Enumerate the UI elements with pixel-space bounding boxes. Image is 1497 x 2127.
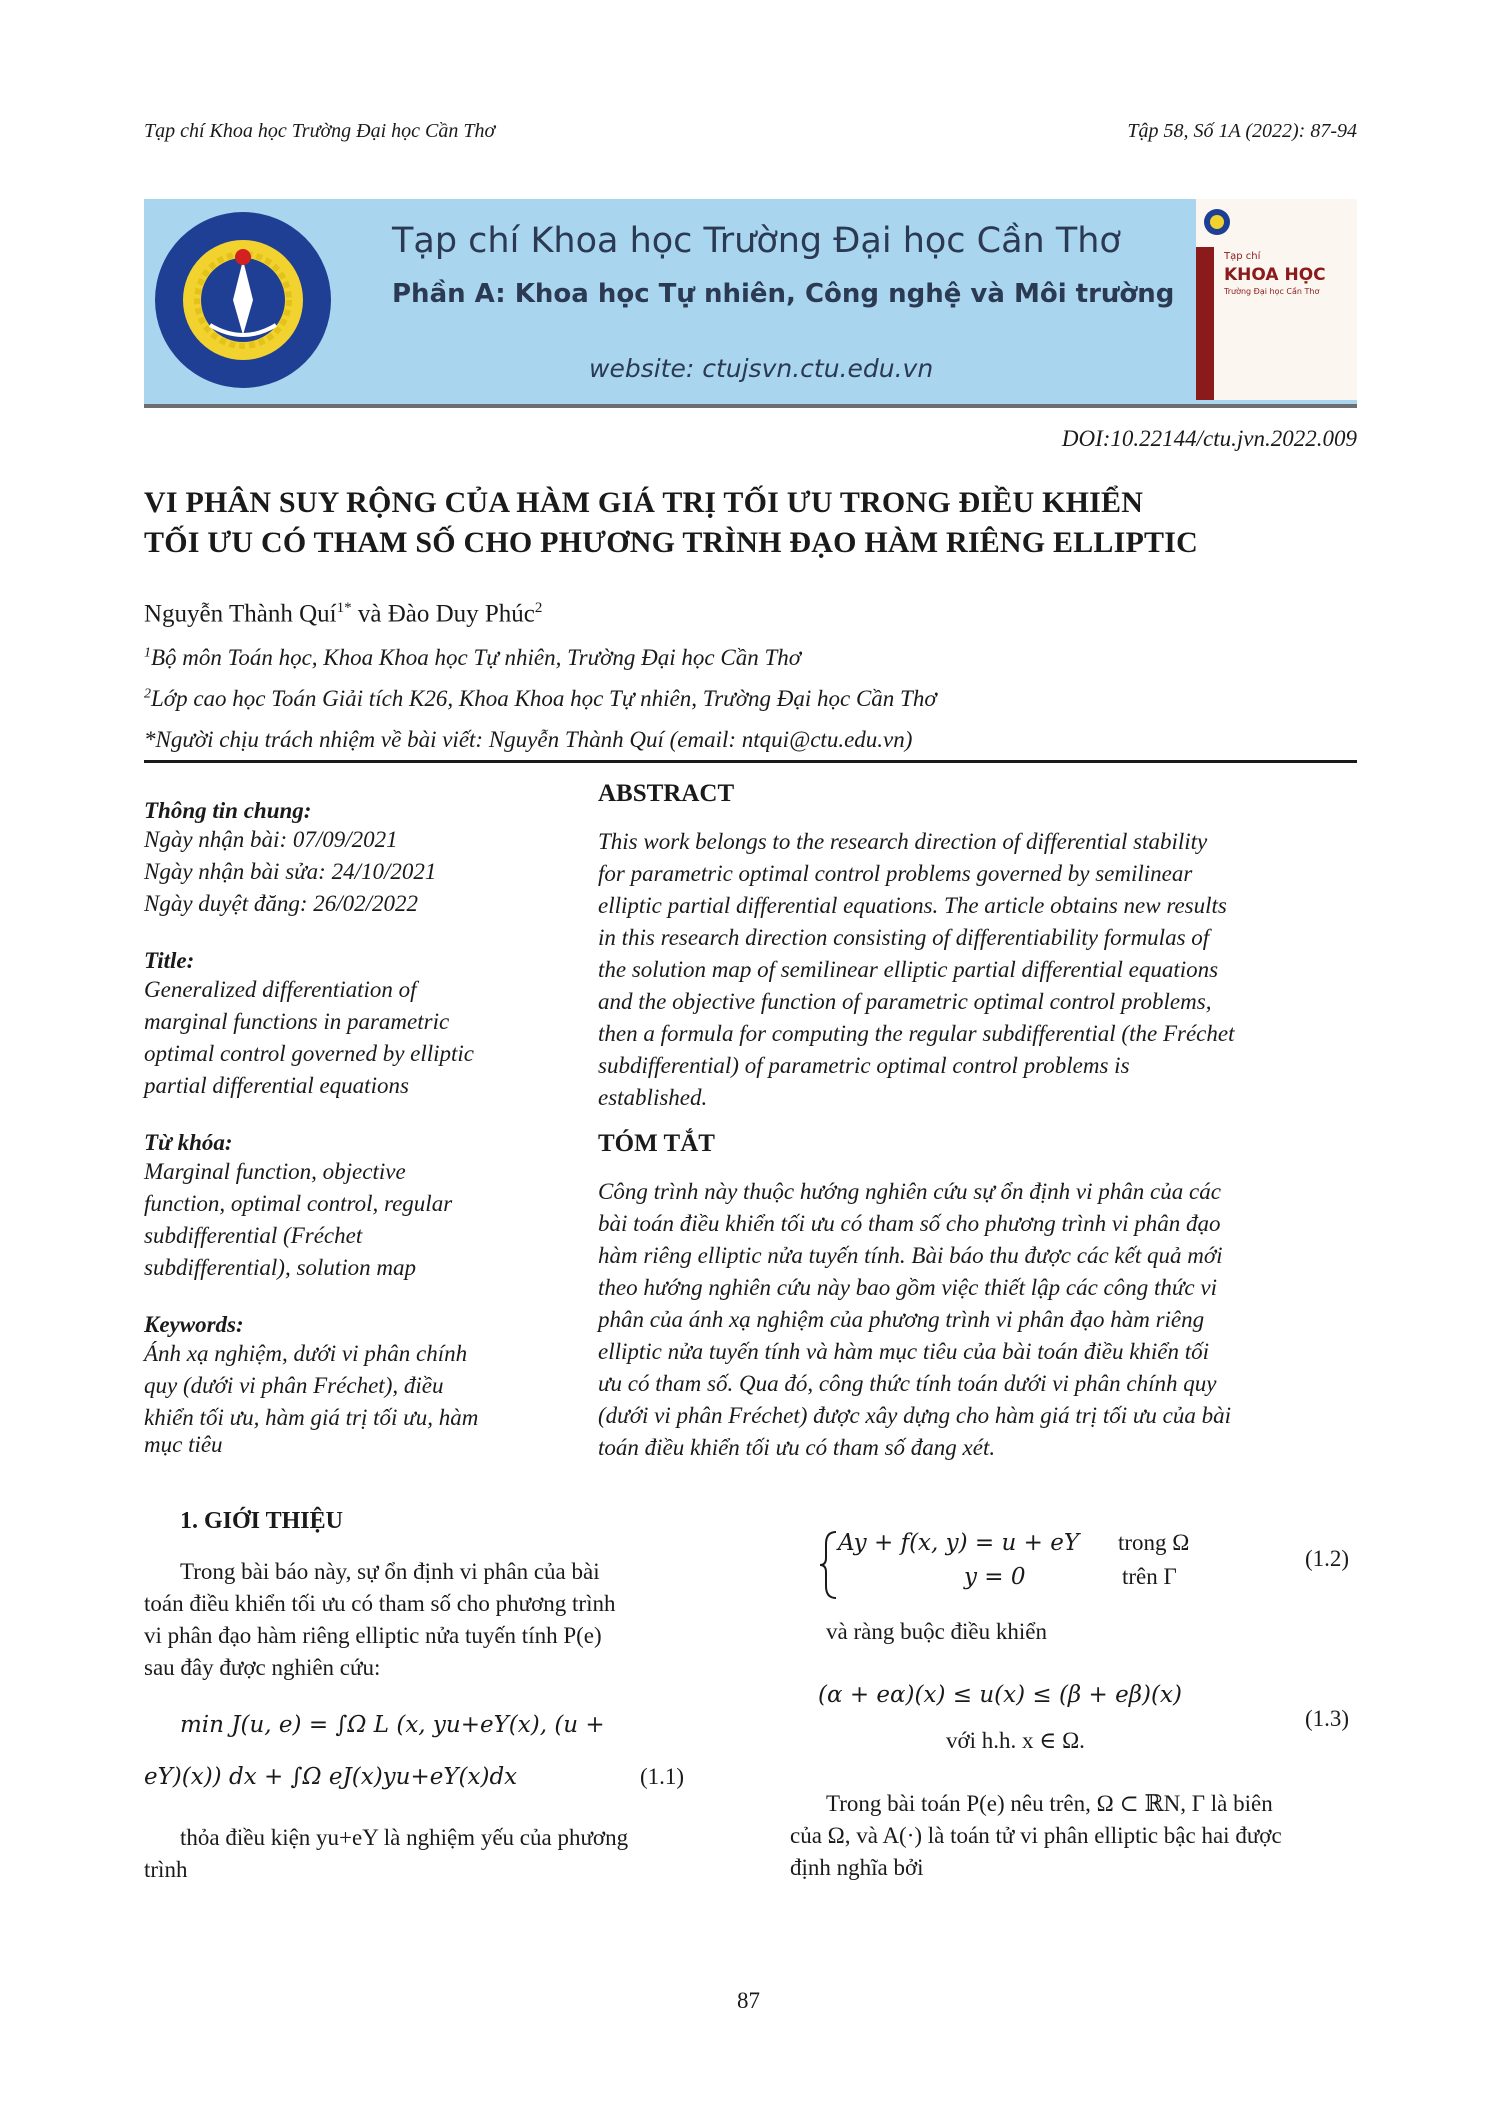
tomtat-line: toán điều khiển tối ưu có tham số đang xét. bbox=[598, 1435, 996, 1460]
abstract-line: This work belongs to the research direction of differential stability bbox=[598, 829, 1208, 854]
equation-1-1-number: (1.1) bbox=[640, 1764, 685, 1789]
banner-website: website: ctujsvn.ctu.edu.vn bbox=[589, 354, 934, 383]
equation-1-2-line-2: y = 0 bbox=[964, 1564, 1026, 1590]
cover-red-bar bbox=[1196, 247, 1214, 400]
cover-subtitle: Trường Đại học Cần Thơ bbox=[1224, 287, 1320, 296]
tomtat-line: theo hướng nghiên cứu này bao gồm việc thiết lập các công thức vi bbox=[598, 1275, 1217, 1300]
journal-cover-thumbnail bbox=[1196, 199, 1357, 400]
abstract-line: subdifferential) of parametric optimal control problems is bbox=[598, 1053, 1130, 1078]
issue-running-header: Tập 58, Số 1A (2022): 87-94 bbox=[1127, 120, 1357, 142]
affiliation-2: $^2$Lớp cao học Toán Giải tích K26, Khoa Khoa học Tự nhiên, Trường Đại học Cần Thơ bbox=[144, 686, 937, 711]
abstract-line: in this research direction consisting of differentiability formulas of bbox=[598, 925, 1210, 950]
keywords-en-line: Ánh xạ nghiệm, dưới vi phân chính bbox=[144, 1341, 468, 1366]
author-line bbox=[144, 600, 542, 628]
corresponding-author: *Người chịu trách nhiệm về bài viết: Nguyễn Thành Quí (email: ntqui@ctu.edu.vn) bbox=[144, 727, 913, 752]
title-en-line: marginal functions in parametric bbox=[144, 1009, 450, 1034]
revised-date: Ngày nhận bài sửa: 24/10/2021 bbox=[144, 859, 437, 884]
abstract-line: the solution map of semilinear elliptic partial differential equations bbox=[598, 957, 1219, 982]
journal-running-header: Tạp chí Khoa học Trường Đại học Cần Thơ bbox=[144, 120, 496, 142]
keywords-vi-line: subdifferential (Fréchet bbox=[144, 1223, 363, 1248]
article-info-column bbox=[144, 798, 574, 1456]
banner-subtitle: Phần A: Khoa học Tự nhiên, Công nghệ và Môi trường bbox=[392, 279, 1175, 309]
header-divider bbox=[144, 760, 1357, 763]
tomtat-line: Công trình này thuộc hướng nghiên cứu sự ổn định vi phân của các bbox=[598, 1179, 1221, 1204]
keywords-vi-line: subdifferential), solution map bbox=[144, 1255, 416, 1280]
title-en-line: Generalized differentiation of bbox=[144, 977, 417, 1002]
author-2: Đào Duy Phúc bbox=[387, 600, 535, 628]
keywords-en-heading: Keywords: bbox=[144, 1312, 244, 1337]
section-1-para-4: Trong bài toán P(e) nêu trên, Ω ⊂ ℝN, Γ là biên của Ω, và A(·) là toán tử vi phân elliptic bậc hai được định nghĩa bởi bbox=[790, 1791, 1282, 1880]
equation-1-2-condition-1: trong Ω bbox=[1118, 1530, 1190, 1555]
equation-1-2-line-1: Ay + f(x, y) = u + eY bbox=[838, 1530, 1080, 1556]
cover-title: KHOA HỌC bbox=[1224, 265, 1326, 285]
equation-1-3-line-2: với h.h. x ∈ Ω. bbox=[946, 1728, 1085, 1753]
equation-1-2-number: (1.2) bbox=[1305, 1546, 1350, 1571]
author-conjunction: và bbox=[351, 600, 388, 628]
keywords-vi-heading: Từ khóa: bbox=[144, 1130, 233, 1155]
equation-brace-icon bbox=[820, 1530, 840, 1600]
tomtat-line: ưu có tham số. Qua đó, công thức tính toán dưới vi phân chính quy bbox=[598, 1371, 1217, 1396]
tomtat-line: elliptic nửa tuyến tính và hàm mục tiêu của bài toán điều khiển tối bbox=[598, 1339, 1210, 1364]
journal-banner bbox=[144, 199, 1357, 408]
keywords-en-line: khiển tối ưu, hàm giá trị tối ưu, hàm bbox=[144, 1405, 479, 1430]
doi: DOI:10.22144/ctu.jvn.2022.009 bbox=[1061, 426, 1357, 451]
equation-1-2-condition-2: trên Γ bbox=[1122, 1564, 1177, 1589]
affiliation-1: $^1$Bộ môn Toán học, Khoa Khoa học Tự nhiên, Trường Đại học Cần Thơ bbox=[144, 645, 802, 670]
paper-title-line-1: VI PHÂN SUY RỘNG CỦA HÀM GIÁ TRỊ TỐI ƯU TRONG ĐIỀU KHIỂN bbox=[144, 486, 1144, 519]
received-date: Ngày nhận bài: 07/09/2021 bbox=[144, 827, 398, 852]
banner-title: Tạp chí Khoa học Trường Đại học Cần Thơ bbox=[392, 221, 1121, 261]
title-en-line: optimal control governed by elliptic bbox=[144, 1041, 475, 1066]
abstract-line: established. bbox=[598, 1085, 708, 1110]
university-logo-icon bbox=[150, 205, 336, 395]
keywords-en-line: mục tiêu bbox=[144, 1432, 223, 1457]
page-number: 87 bbox=[737, 1988, 760, 2013]
tomtat-line: (dưới vi phân Fréchet) được xây dựng cho hàm giá trị tối ưu của bài bbox=[598, 1403, 1231, 1428]
author-2-mark: 2 bbox=[534, 600, 543, 616]
paper-title-line-2: TỐI ƯU CÓ THAM SỐ CHO PHƯƠNG TRÌNH ĐẠO HÀM RIÊNG ELLIPTIC bbox=[144, 526, 1198, 559]
equation-1-1-line-2: eY)(x)) dx + ∫Ω eJ(x)yu+eY(x)dx bbox=[144, 1764, 518, 1790]
section-1-para-1: Trong bài báo này, sự ổn định vi phân của bài toán điều khiển tối ưu có tham số cho phương trình vi phân đạo hàm riêng elliptic nửa tuyến tính P(e) sau đây được nghiên cứu: bbox=[144, 1559, 616, 1680]
equation-1-1-line-1: min J(u, e) = ∫Ω L (x, yu+eY(x), (u + bbox=[180, 1712, 605, 1738]
abstract-line: and the objective function of parametric optimal control problems, bbox=[598, 989, 1212, 1014]
tomtat-line: phân của ánh xạ nghiệm của phương trình vi phân đạo hàm riêng bbox=[598, 1307, 1205, 1332]
keywords-vi-line: function, optimal control, regular bbox=[144, 1191, 453, 1216]
equation-1-3-line-1: (α + eα)(x) ≤ u(x) ≤ (β + eβ)(x) bbox=[818, 1682, 1182, 1708]
abstract-line: then a formula for computing the regular subdifferential (the Fréchet bbox=[598, 1021, 1235, 1046]
author-1: Nguyễn Thành Quí bbox=[144, 600, 337, 628]
title-en-heading: Title: bbox=[144, 948, 195, 973]
section-1-heading: 1. GIỚI THIỆU bbox=[180, 1508, 343, 1534]
cover-small-text: Tạp chí bbox=[1224, 251, 1261, 262]
abstract-line: for parametric optimal control problems governed by semilinear bbox=[598, 861, 1193, 886]
abstract-heading: ABSTRACT bbox=[598, 780, 735, 807]
tomtat-line: hàm riêng elliptic nửa tuyến tính. Bài báo thu được các kết quả mới bbox=[598, 1243, 1223, 1268]
abstract-column bbox=[598, 780, 1358, 1464]
section-1-para-2: thỏa điều kiện yu+eY là nghiệm yếu của phương trình bbox=[144, 1825, 629, 1882]
tomtat-line: bài toán điều khiển tối ưu có tham số cho phương trình vi phân đạo bbox=[598, 1211, 1221, 1236]
abstract-line: elliptic partial differential equations. The article obtains new results bbox=[598, 893, 1227, 918]
equation-1-3-number: (1.3) bbox=[1305, 1706, 1350, 1731]
ctu-small-logo-icon bbox=[1202, 207, 1232, 237]
accepted-date: Ngày duyệt đăng: 26/02/2022 bbox=[144, 891, 419, 916]
info-heading: Thông tin chung: bbox=[144, 798, 312, 823]
keywords-vi-line: Marginal function, objective bbox=[144, 1159, 406, 1184]
keywords-en-line: quy (dưới vi phân Fréchet), điều bbox=[144, 1373, 444, 1398]
title-en-line: partial differential equations bbox=[144, 1073, 409, 1098]
tomtat-heading: TÓM TẮT bbox=[598, 1130, 715, 1157]
author-1-mark: 1* bbox=[336, 600, 352, 616]
section-1-para-3: và ràng buộc điều khiển bbox=[826, 1619, 1047, 1644]
